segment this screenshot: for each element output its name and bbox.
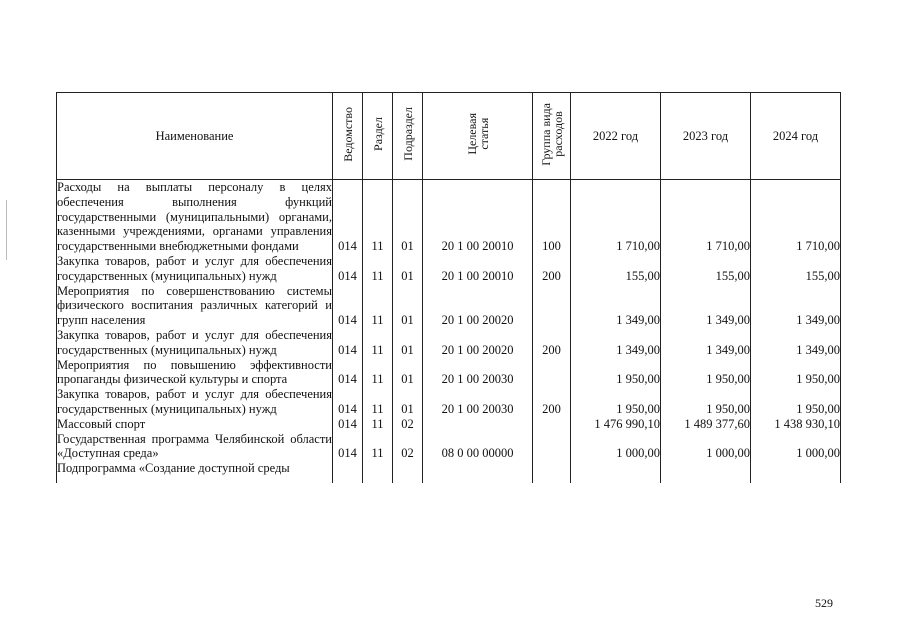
row-group <box>533 358 571 388</box>
row-dept: 014 <box>333 387 363 417</box>
table-row <box>57 284 841 328</box>
row-group: 200 <box>533 328 571 358</box>
col-header-target: Целевая статья <box>423 93 533 180</box>
row-2022: 155,00 <box>571 254 661 284</box>
row-dept: 014 <box>333 254 363 284</box>
row-subsection: 01 <box>393 328 423 358</box>
row-dept: 014 <box>333 328 363 358</box>
row-group: 200 <box>533 254 571 284</box>
table-row <box>57 432 841 462</box>
row-subsection: 01 <box>393 358 423 388</box>
row-section: 11 <box>363 180 393 254</box>
table-row <box>57 417 841 432</box>
col-header-2022: 2022 год <box>571 93 661 180</box>
row-2024: 155,00 <box>751 254 841 284</box>
row-2022: 1 950,00 <box>571 358 661 388</box>
table-row <box>57 254 841 284</box>
row-2024: 1 000,00 <box>751 432 841 462</box>
row-target: 20 1 00 20010 <box>423 254 533 284</box>
row-group: 100 <box>533 180 571 254</box>
row-2023: 1 950,00 <box>661 358 751 388</box>
row-name: Массовый спорт <box>57 417 333 432</box>
row-target: 08 0 00 00000 <box>423 432 533 462</box>
table-row-partial <box>57 461 841 483</box>
table-row <box>57 180 841 254</box>
row-2023: 1 349,00 <box>661 284 751 328</box>
row-2023: 155,00 <box>661 254 751 284</box>
row-section: 11 <box>363 432 393 462</box>
row-group: 200 <box>533 387 571 417</box>
row-2022: 1 349,00 <box>571 328 661 358</box>
row-2022: 1 476 990,10 <box>571 417 661 432</box>
row-name: Мероприятия по совершенствованию системы физического воспитания различных категорий и групп населения <box>57 283 332 328</box>
row-2024: 1 349,00 <box>751 328 841 358</box>
row-2023: 1 710,00 <box>661 180 751 254</box>
row-2024: 1 349,00 <box>751 284 841 328</box>
row-name: Закупка товаров, работ и услуг для обеспечения государственных (муниципальных) нужд <box>57 387 332 416</box>
row-section: 11 <box>363 417 393 432</box>
row-2022: 1 950,00 <box>571 387 661 417</box>
row-section: 11 <box>363 254 393 284</box>
row-dept: 014 <box>333 432 363 462</box>
row-group <box>533 432 571 462</box>
row-name: Мероприятия по повышению эффективности пропаганды физической культуры и спорта <box>57 357 332 387</box>
row-2024: 1 710,00 <box>751 180 841 254</box>
row-name: Подпрограмма «Создание доступной среды <box>57 461 333 483</box>
row-group <box>533 417 571 432</box>
row-section: 11 <box>363 358 393 388</box>
budget-table <box>56 92 841 483</box>
row-dept: 014 <box>333 417 363 432</box>
row-subsection: 01 <box>393 387 423 417</box>
row-2023: 1 489 377,60 <box>661 417 751 432</box>
row-2024: 1 438 930,10 <box>751 417 841 432</box>
col-header-subsection: Подраздел <box>393 93 423 180</box>
row-subsection: 01 <box>393 284 423 328</box>
row-target: 20 1 00 20020 <box>423 284 533 328</box>
table-row <box>57 328 841 358</box>
row-name: Государственная программа Челябинской области «Доступная среда» <box>57 431 332 461</box>
row-2023: 1 000,00 <box>661 432 751 462</box>
col-header-2024: 2024 год <box>751 93 841 180</box>
row-subsection: 02 <box>393 417 423 432</box>
table-row <box>57 387 841 417</box>
row-2022: 1 349,00 <box>571 284 661 328</box>
row-subsection: 02 <box>393 432 423 462</box>
row-2023: 1 950,00 <box>661 387 751 417</box>
row-subsection: 01 <box>393 180 423 254</box>
row-group <box>533 284 571 328</box>
row-name: Закупка товаров, работ и услуг для обеспечения государственных (муниципальных) нужд <box>57 253 332 283</box>
row-name: Закупка товаров, работ и услуг для обеспечения государственных (муниципальных) нужд <box>57 327 332 357</box>
col-header-2023: 2023 год <box>661 93 751 180</box>
scan-margin-mark <box>6 200 7 260</box>
row-target: 20 1 00 20030 <box>423 358 533 388</box>
col-header-group: Группа вида расходов <box>533 93 571 180</box>
table-row <box>57 358 841 388</box>
page-number: 529 <box>815 596 833 610</box>
row-2024: 1 950,00 <box>751 387 841 417</box>
row-target: 20 1 00 20020 <box>423 328 533 358</box>
row-dept: 014 <box>333 284 363 328</box>
row-2023: 1 349,00 <box>661 328 751 358</box>
row-section: 11 <box>363 328 393 358</box>
row-dept: 014 <box>333 358 363 388</box>
row-subsection: 01 <box>393 254 423 284</box>
row-name: Расходы на выплаты персоналу в целях обеспечения выполнения функций государственными (муниципальными) органами, казенными учреждениями, органами управления государственными внебюджетными фондами <box>57 180 332 254</box>
col-header-section: Раздел <box>363 93 393 180</box>
col-header-name: Наименование <box>57 93 333 180</box>
row-target: 20 1 00 20010 <box>423 180 533 254</box>
table-header-row <box>57 93 841 180</box>
col-header-dept: Ведомство <box>333 93 363 180</box>
row-target: 20 1 00 20030 <box>423 387 533 417</box>
row-dept: 014 <box>333 180 363 254</box>
row-2022: 1 000,00 <box>571 432 661 462</box>
row-section: 11 <box>363 284 393 328</box>
row-section: 11 <box>363 387 393 417</box>
row-2022: 1 710,00 <box>571 180 661 254</box>
row-target <box>423 417 533 432</box>
row-2024: 1 950,00 <box>751 358 841 388</box>
